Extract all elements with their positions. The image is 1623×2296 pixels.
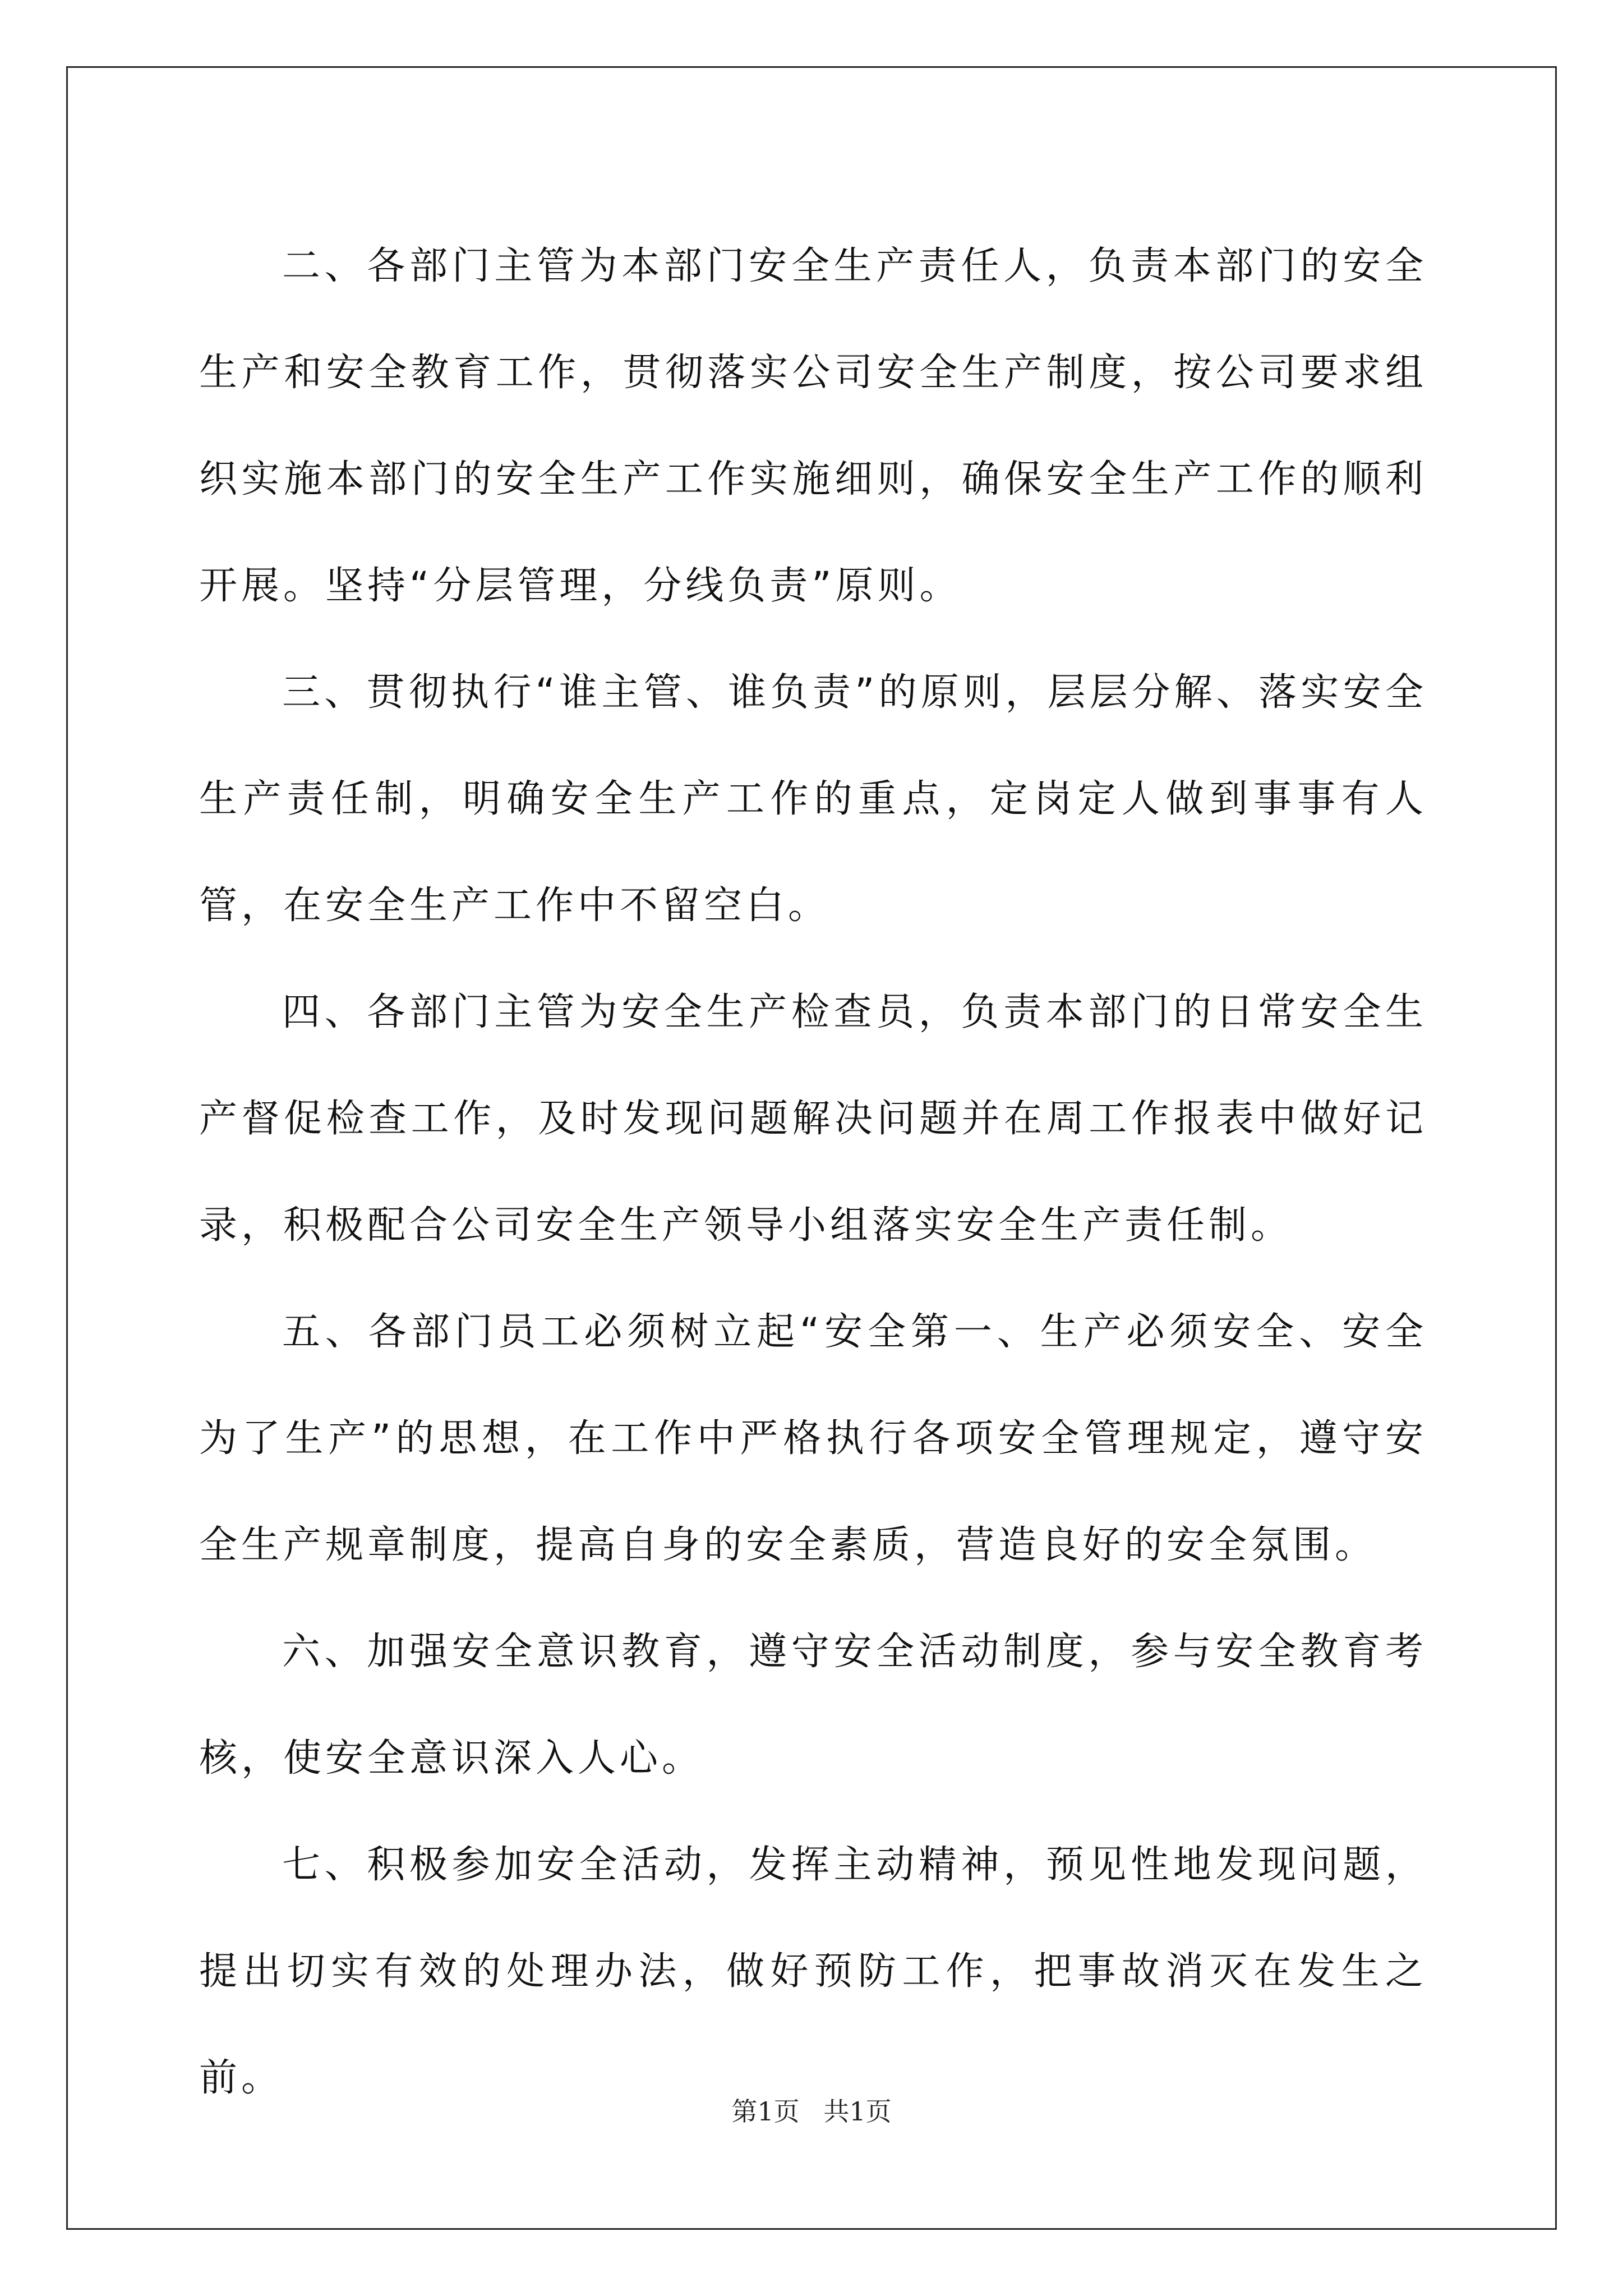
page-footer bbox=[0, 2091, 1623, 2128]
document-body bbox=[199, 213, 1427, 2132]
paragraph-7: 七、积极参加安全活动，发挥主动精神，预见性地发现问题，提出切实有效的处理办法，做好预防工作，把事故消灭在发生之前。 bbox=[199, 1843, 1427, 2100]
paragraph-3: 三、贯彻执行“谁主管、谁负责”的原则，层层分解、落实安全生产责任制，明确安全生产工作的重点，定岗定人做到事事有人管，在安全生产工作中不留空白。 bbox=[199, 670, 1427, 928]
page-number-current: 第1页 bbox=[731, 2096, 800, 2127]
paragraph-4: 四、各部门主管为安全生产检查员，负责本部门的日常安全生产督促检查工作，及时发现问题解决问题并在周工作报表中做好记录，积极配合公司安全生产领导小组落实安全生产责任制。 bbox=[199, 990, 1427, 1248]
paragraph-6: 六、加强安全意识教育，遵守安全活动制度，参与安全教育考核，使安全意识深入人心。 bbox=[199, 1630, 1427, 1780]
page-number-total: 共1页 bbox=[823, 2096, 892, 2127]
paragraph-5: 五、各部门员工必须树立起“安全第一、生产必须安全、安全为了生产”的思想，在工作中严格执行各项安全管理规定，遵守安全生产规章制度，提高自身的安全素质，营造良好的安全氛围。 bbox=[199, 1310, 1427, 1567]
paragraph-2: 二、各部门主管为本部门安全生产责任人，负责本部门的安全生产和安全教育工作，贯彻落实公司安全生产制度，按公司要求组织实施本部门的安全生产工作实施细则，确保安全生产工作的顺利开展。坚持“分层管理，分线负责”原则。 bbox=[199, 244, 1427, 608]
